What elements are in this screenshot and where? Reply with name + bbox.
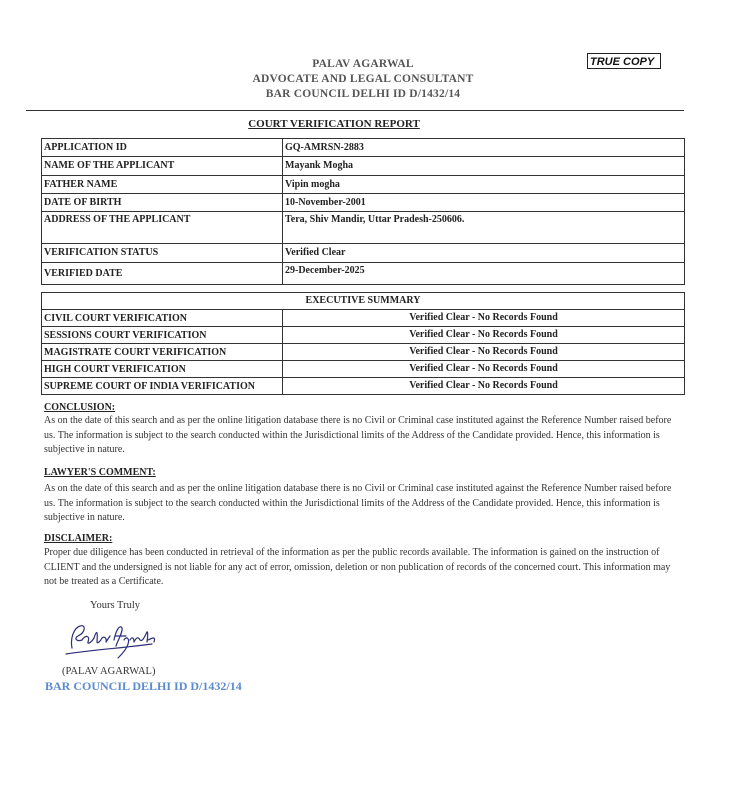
row-value-verified-date: 29-December-2025 [283, 263, 685, 285]
conclusion-text: As on the date of this search and as per the online litigation database there is no Civil or Criminal case instituted against the Reference Number raised before us. The information is subject to the search conducted within the Jurisdictional limits of the Address of the Candidate provided. Hence, this information is subjective in nature. [44, 415, 672, 456]
summary-label-civil: CIVIL COURT VERIFICATION [42, 310, 283, 327]
signatory-bar-id: BAR COUNCIL DELHI ID D/1432/14 [45, 679, 242, 693]
closing-text: Yours Truly [90, 600, 141, 611]
table-row [42, 310, 685, 327]
executive-summary-title: EXECUTIVE SUMMARY [42, 293, 685, 310]
row-label-verified-date: VERIFIED DATE [42, 263, 283, 285]
row-label-applicant-name: NAME OF THE APPLICANT [42, 157, 283, 176]
table-row [42, 157, 685, 176]
table-row [42, 194, 685, 212]
row-value-application-id: GQ-AMRSN-2883 [283, 139, 685, 157]
table-row [42, 293, 685, 310]
executive-summary-table [41, 292, 685, 395]
table-row [42, 139, 685, 157]
table-row [42, 212, 685, 244]
summary-value-magistrate: Verified Clear - No Records Found [283, 344, 685, 361]
applicant-details-table [41, 138, 685, 285]
header-bar-id: BAR COUNCIL DELHI ID D/1432/14 [265, 88, 461, 100]
row-value-verification-status: Verified Clear [283, 244, 685, 263]
row-label-application-id: APPLICATION ID [42, 139, 283, 157]
lawyers-comment-heading: LAWYER'S COMMENT: [44, 467, 156, 478]
row-value-address: Tera, Shiv Mandir, Uttar Pradesh-250606. [283, 212, 685, 244]
report-title: COURT VERIFICATION REPORT [248, 118, 420, 130]
row-value-date-of-birth: 10-November-2001 [283, 194, 685, 212]
disclaimer-heading: DISCLAIMER: [44, 533, 113, 544]
summary-label-supreme-court: SUPREME COURT OF INDIA VERIFICATION [42, 378, 283, 395]
table-row [42, 327, 685, 344]
summary-label-sessions: SESSIONS COURT VERIFICATION [42, 327, 283, 344]
signature-image [62, 614, 162, 667]
row-label-father-name: FATHER NAME [42, 176, 283, 194]
header-divider [26, 110, 684, 111]
row-label-date-of-birth: DATE OF BIRTH [42, 194, 283, 212]
table-row [42, 378, 685, 395]
row-label-address: ADDRESS OF THE APPLICANT [42, 212, 283, 244]
summary-value-high-court: Verified Clear - No Records Found [283, 361, 685, 378]
table-row [42, 263, 685, 285]
row-value-applicant-name: Mayank Mogha [283, 157, 685, 176]
advocate-role: ADVOCATE AND LEGAL CONSULTANT [252, 73, 474, 85]
advocate-name: PALAV AGARWAL [312, 58, 414, 70]
summary-value-sessions: Verified Clear - No Records Found [283, 327, 685, 344]
summary-value-civil: Verified Clear - No Records Found [283, 310, 685, 327]
table-row [42, 244, 685, 263]
row-value-father-name: Vipin mogha [283, 176, 685, 194]
true-copy-stamp: TRUE COPY [587, 53, 661, 69]
table-row [42, 176, 685, 194]
summary-label-high-court: HIGH COURT VERIFICATION [42, 361, 283, 378]
lawyers-comment-text: As on the date of this search and as per the online litigation database there is no Civil or Criminal case instituted against the Reference Number raised before us. The information is subject to the search conducted within the Jurisdictional limits of the Address of the Candidate provided. Hence, this information is subjective in nature. [44, 483, 672, 524]
signatory-name: (PALAV AGARWAL) [62, 666, 156, 677]
summary-label-magistrate: MAGISTRATE COURT VERIFICATION [42, 344, 283, 361]
table-row [42, 344, 685, 361]
row-label-verification-status: VERIFICATION STATUS [42, 244, 283, 263]
disclaimer-text: Proper due diligence has been conducted in retrieval of the information as per the public records available. The information is gained on the instruction of CLIENT and the undersigned is not liable for any act of error, omission, deletion or non publication of records of the concerned court. This information may not be treated as a Certificate. [44, 547, 671, 588]
table-row [42, 361, 685, 378]
conclusion-heading: CONCLUSION: [44, 402, 116, 413]
summary-value-supreme-court: Verified Clear - No Records Found [283, 378, 685, 395]
